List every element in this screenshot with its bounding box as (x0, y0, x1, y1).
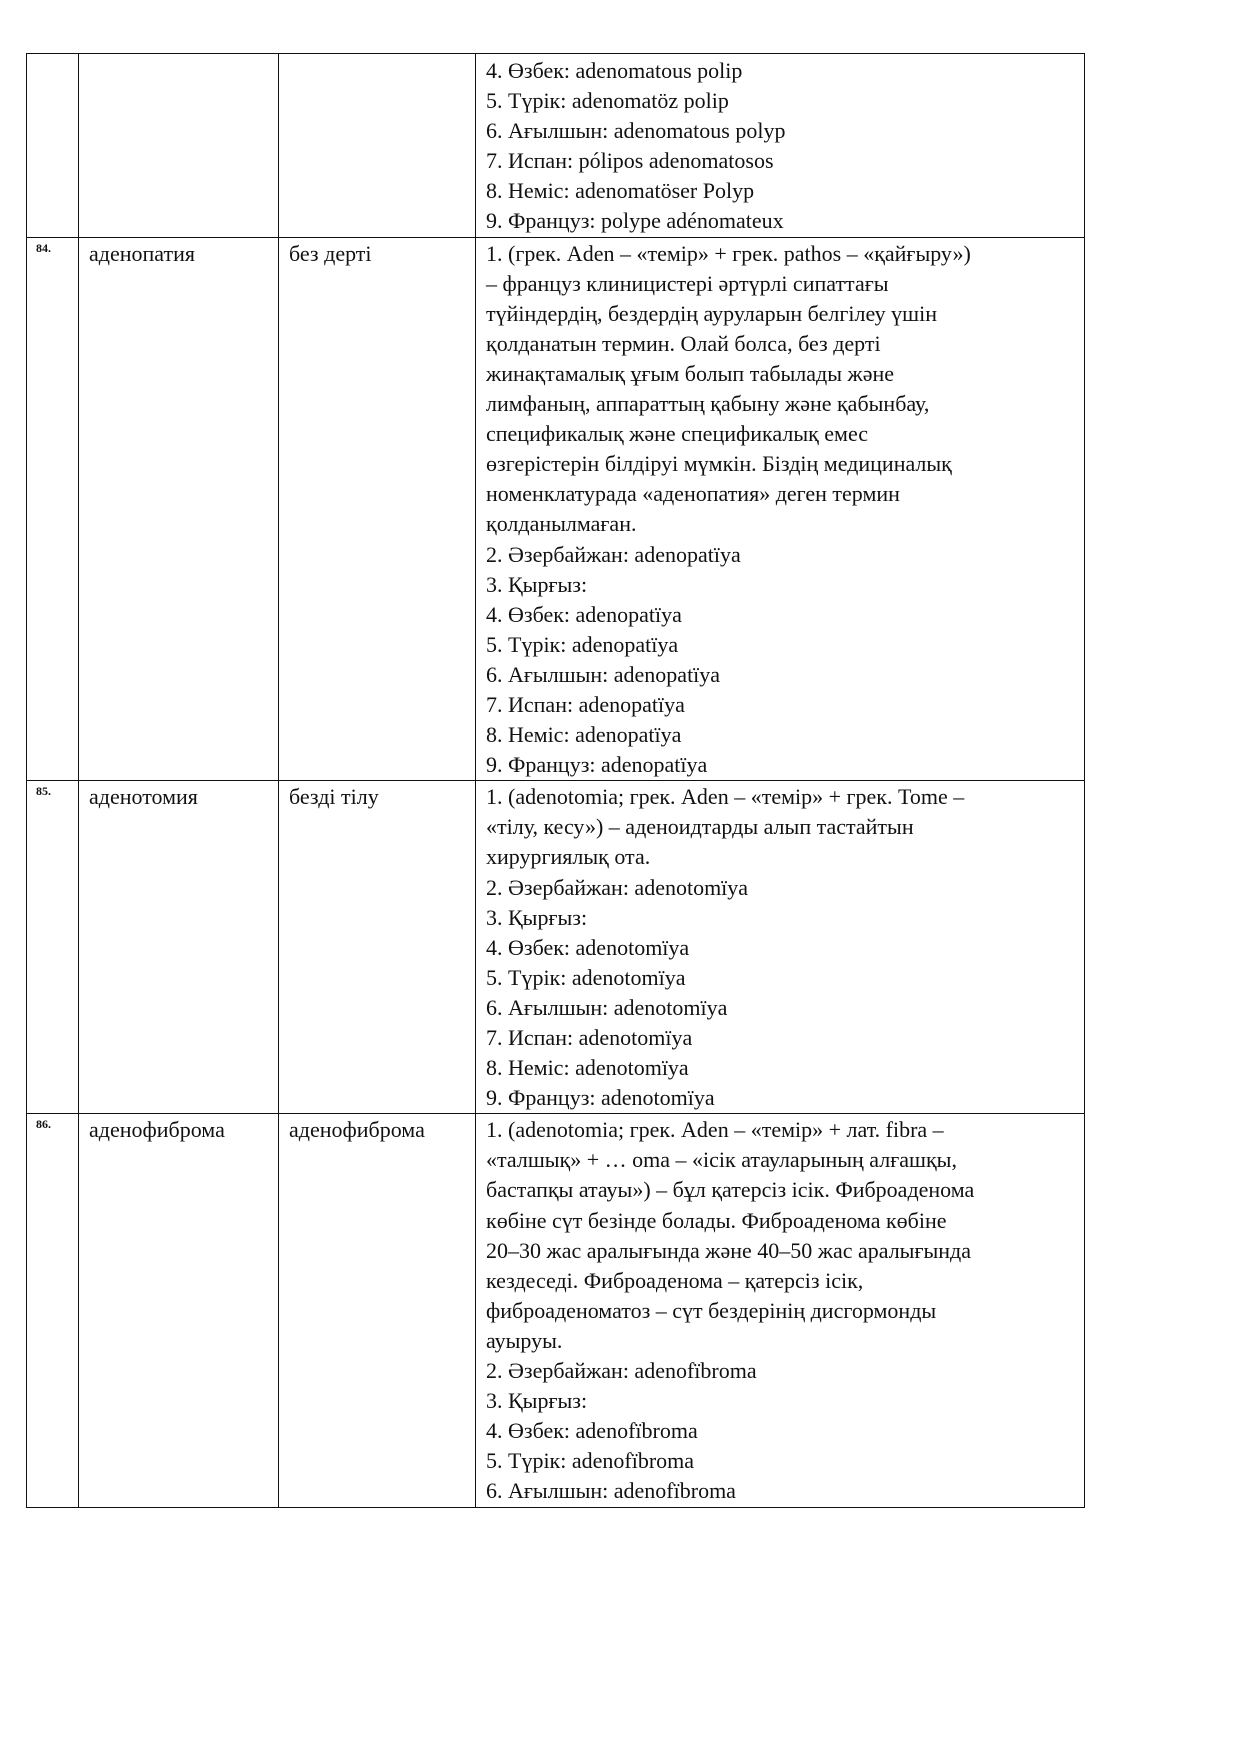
description-line: 8. Неміс: adenomatöser Polyp (486, 178, 755, 204)
description-line: 9. Француз: polype adénomateux (486, 208, 784, 234)
description-line: 4. Өзбек: adenomatous polip (486, 58, 743, 83)
description-line: 6. Ағылшын: adenofïbroma (486, 1478, 736, 1504)
table-row (27, 781, 1085, 1114)
description-line: қолданылмаған. (486, 511, 637, 537)
description-line: 6. Ағылшын: adenopatïya (486, 661, 721, 687)
description-line: 8. Неміс: adenotomïya (486, 1055, 689, 1081)
description-line: лимфаның, аппараттың қабыну және қабынбау, (486, 391, 930, 417)
description-line: бастапқы атауы») – бұл қатерсіз ісік. Фиброаденома (486, 1177, 975, 1203)
description-line: 2. Әзербайжан: adenopatïya (486, 541, 741, 567)
description-line: – француз клиницистері әртүрлі сипаттағы (486, 270, 889, 296)
description-line: 4. Өзбек: adenofïbroma (486, 1418, 698, 1444)
description-line: 7. Испан: adenotomïya (486, 1025, 693, 1050)
entry-term: аденофиброма (79, 1114, 279, 1507)
table-row (27, 54, 1085, 238)
description-line: 2. Әзербайжан: adenofïbroma (486, 1358, 757, 1384)
entry-kazakh-term: аденофиброма (279, 1114, 476, 1507)
description-line: қолданатын термин. Олай болса, без дерті (486, 330, 881, 356)
description-line: 9. Француз: adenotomïya (486, 1085, 715, 1111)
description-line: 9. Француз: adenopatïya (486, 752, 708, 778)
description-line: спецификалық және спецификалық емес (486, 421, 869, 447)
description-line: фиброаденоматоз – сүт бездерінің дисгормонды (486, 1297, 937, 1323)
entry-number (27, 54, 79, 238)
description-line: 3. Қырғыз: (486, 571, 588, 597)
entry-kazakh-term: без дерті (279, 237, 476, 781)
entry-description (476, 1114, 1085, 1507)
description-line: 5. Түрік: adenofïbroma (486, 1448, 695, 1474)
description-line: «тілу, кесу») – аденоидтарды алып тастайтын (486, 814, 914, 840)
table-row (27, 1114, 1085, 1507)
description-line: 7. Испан: pólipos adenomatosos (486, 148, 774, 174)
entry-number: 86. (27, 1114, 79, 1507)
description-line: 3. Қырғыз: (486, 904, 588, 930)
description-line: 6. Ағылшын: adenotomïya (486, 994, 728, 1020)
entry-description (476, 54, 1085, 238)
entry-number: 84. (27, 237, 79, 781)
entry-description (476, 237, 1085, 781)
table-body (27, 54, 1085, 1508)
description-line: «талшық» + … oma – «ісік атауларының алғашқы, (486, 1147, 957, 1173)
description-line: номенклатурада «аденопатия» деген термин (486, 481, 900, 507)
description-line: түйіндердің, бездердің ауруларын белгілеу үшін (486, 300, 937, 326)
description-line: хирургиялық ота. (486, 844, 651, 870)
description-line: 1. (грек. Aden – «темір» + грек. pathos – «қайғыру») (486, 240, 971, 266)
description-line: өзгерістерін білдіруі мүмкін. Біздің медициналық (486, 451, 952, 477)
description-line: 3. Қырғыз: (486, 1388, 588, 1414)
description-line: ауыруы. (486, 1327, 563, 1353)
description-line: 5. Түрік: adenotomïya (486, 964, 686, 990)
table-row (27, 237, 1085, 781)
description-line: 5. Түрік: adenomatöz polip (486, 88, 729, 114)
description-line: 2. Әзербайжан: adenotomïya (486, 874, 749, 900)
description-line: 6. Ағылшын: adenomatous polyp (486, 118, 786, 144)
description-line: 4. Өзбек: adenopatïya (486, 601, 682, 627)
description-line: көбіне сүт безінде болады. Фиброаденома көбіне (486, 1207, 947, 1233)
description-line: 4. Өзбек: adenotomïya (486, 934, 690, 960)
description-line: жинақтамалық ұғым болып табылады және (486, 360, 895, 386)
entry-term: аденотомия (79, 781, 279, 1114)
entry-description (476, 781, 1085, 1114)
entry-term: аденопатия (79, 237, 279, 781)
entry-kazakh-term (279, 54, 476, 238)
description-line: 8. Неміс: adenopatïya (486, 722, 682, 748)
description-line: 7. Испан: adenopatïya (486, 691, 685, 717)
terminology-table (26, 53, 1085, 1508)
entry-term (79, 54, 279, 238)
description-line: 20–30 жас аралығында және 40–50 жас аралығында (486, 1237, 971, 1263)
entry-kazakh-term: безді тілу (279, 781, 476, 1114)
description-line: кездеседі. Фиброаденома – қатерсіз ісік, (486, 1267, 864, 1293)
description-line: 5. Түрік: adenopatïya (486, 631, 679, 657)
description-line: 1. (adenotomia; грек. Aden – «темір» + грек. Tome – (486, 784, 965, 810)
entry-number: 85. (27, 781, 79, 1114)
description-line: 1. (adenotomia; грек. Aden – «темір» + лат. fibra – (486, 1117, 944, 1143)
